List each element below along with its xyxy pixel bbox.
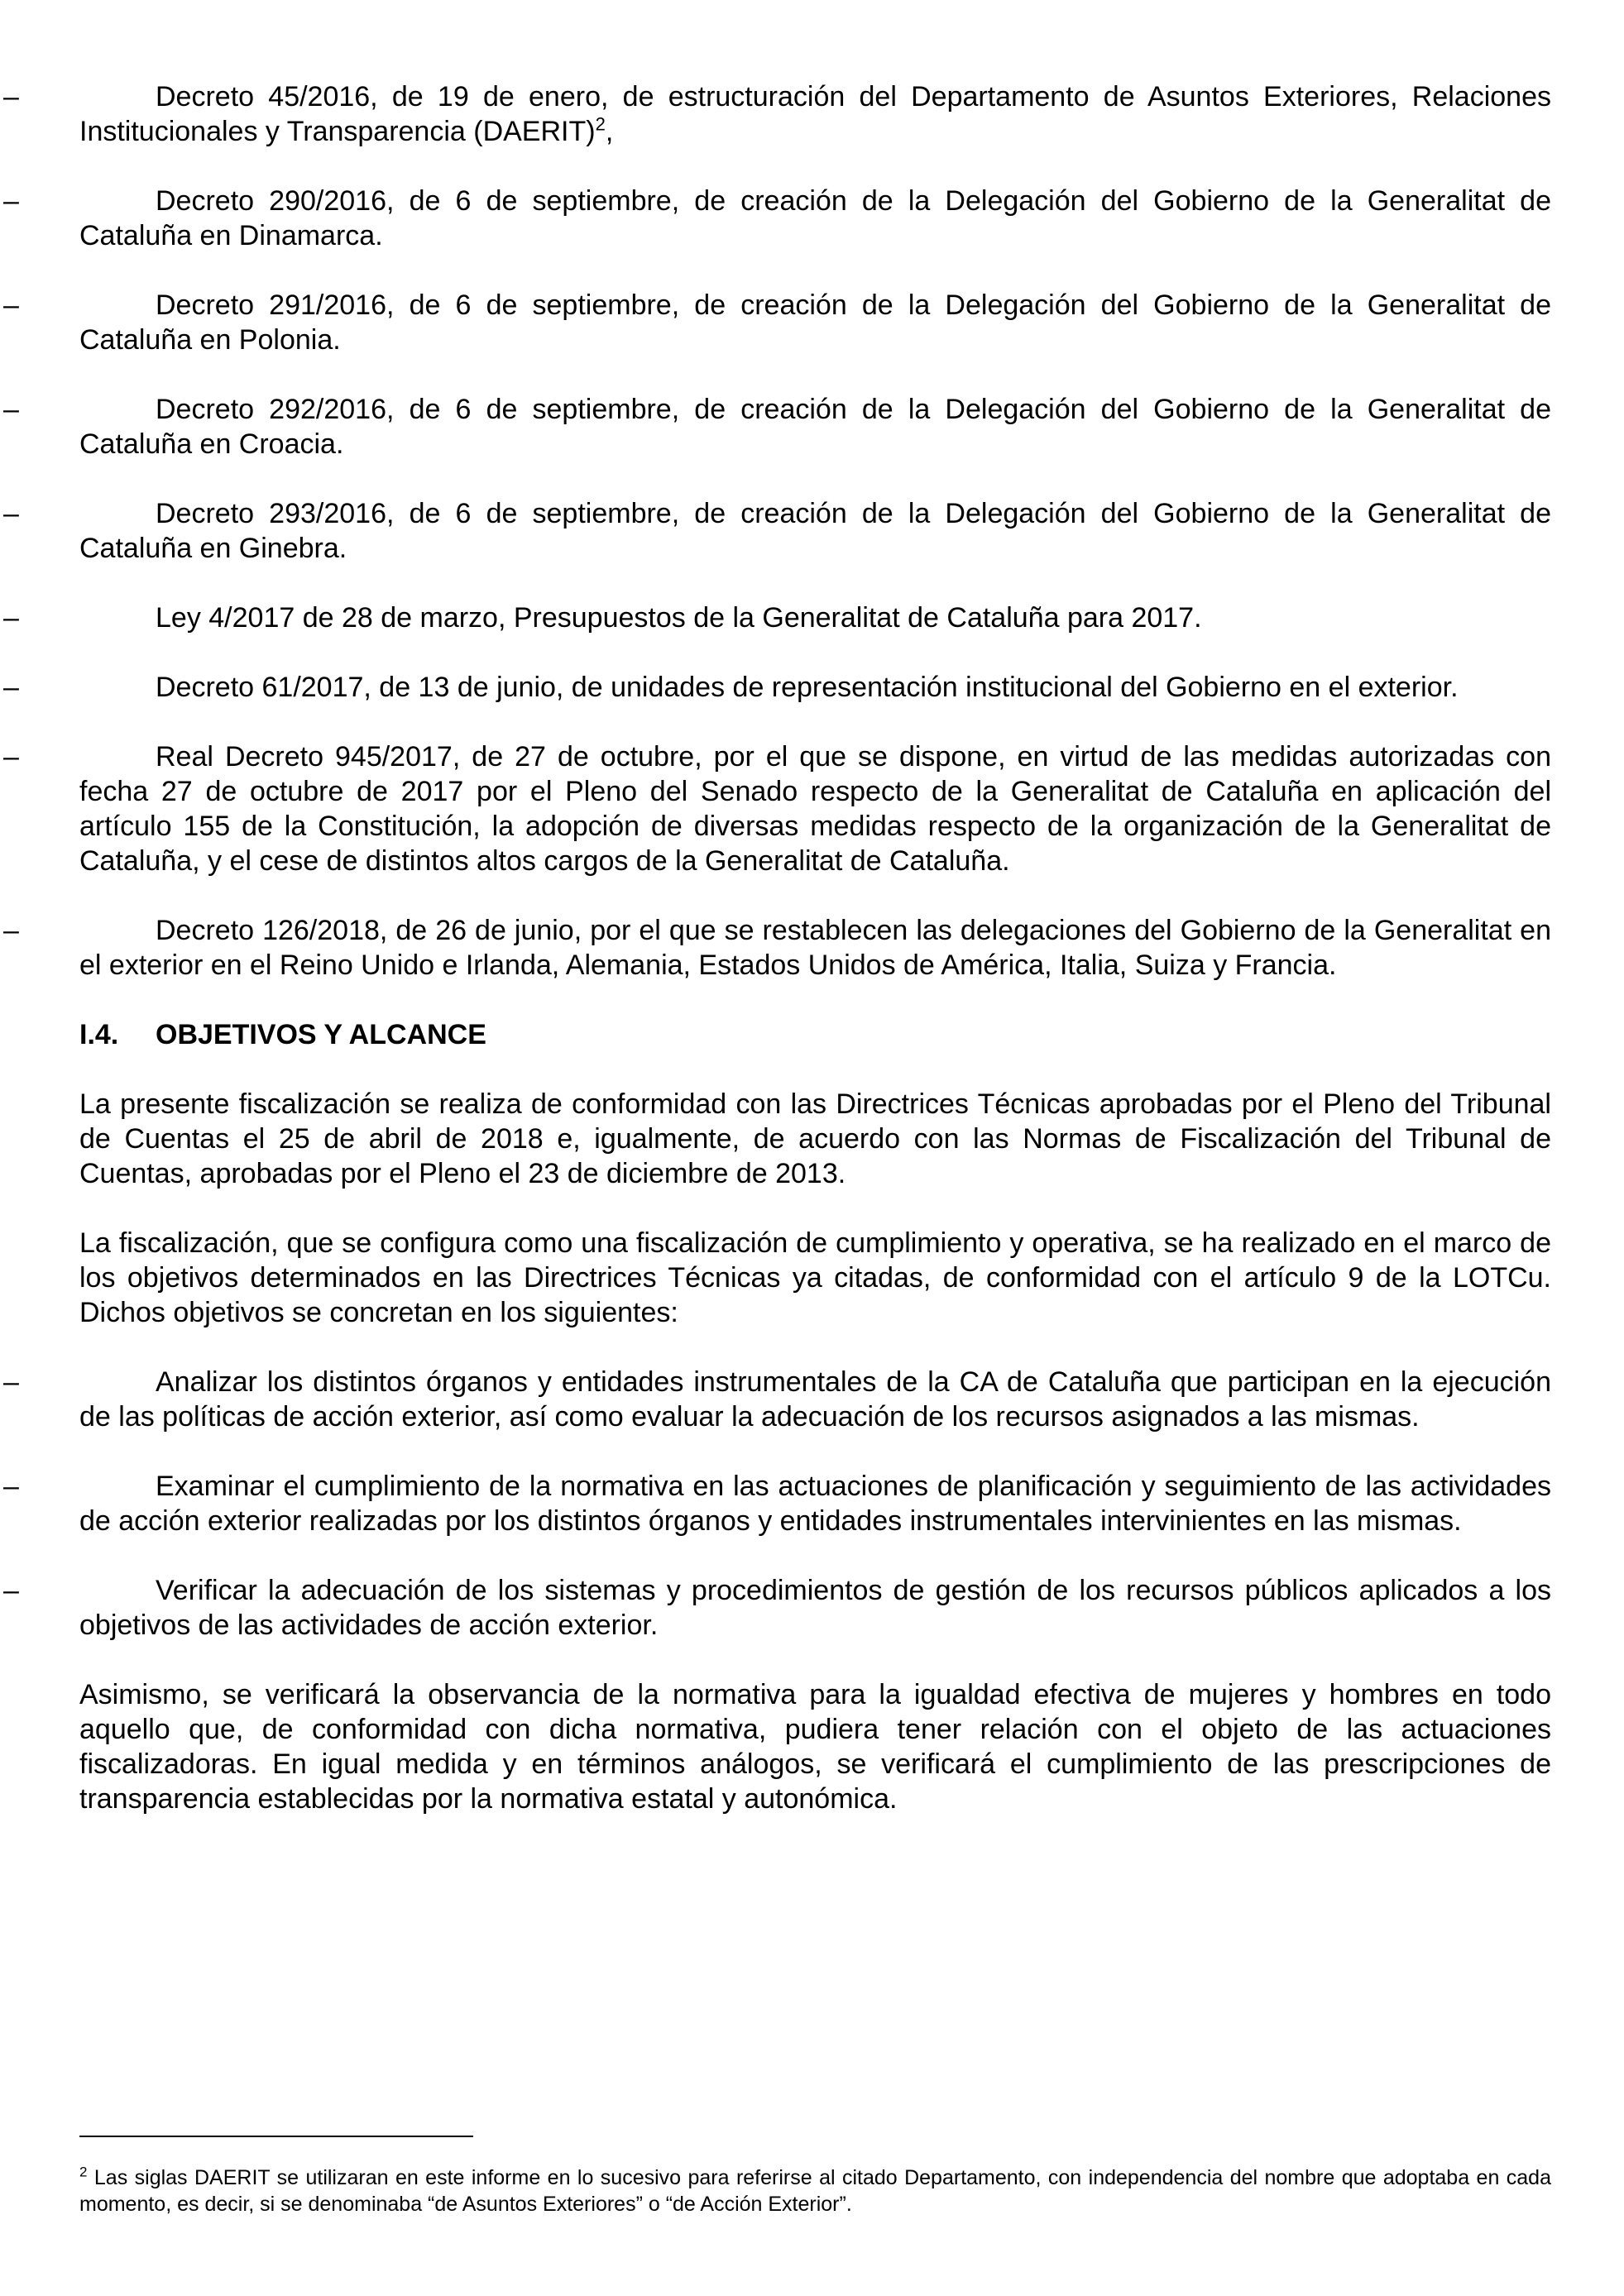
section-title: OBJETIVOS Y ALCANCE	[156, 1019, 486, 1050]
list-item-text: Examinar el cumplimiento de la normativa en las actuaciones de planificación y seguimiento de las actividades de acción exterior realizadas por los distintos órganos y entidades instrumentales intervinientes en las mismas.	[79, 1471, 1551, 1537]
section-heading	[79, 1017, 1551, 1052]
list-item	[3, 392, 1551, 462]
footnote-text: Las siglas DAERIT se utilizaran en este informe en lo sucesivo para referirse al citado Departamento, con independencia del nombre que adoptaba en cada momento, es decir, si se denominaba “de Asuntos Exteriores” o “de Acción Exterior”.	[79, 2166, 1551, 2216]
document-body	[3, 79, 1551, 1851]
list-item	[3, 739, 1551, 878]
list-item	[3, 288, 1551, 357]
list-dash: –	[3, 498, 19, 529]
paragraph: La fiscalización, que se configura como una fiscalización de cumplimiento y operativa, se ha realizado en el marco de los objetivos determinados en las Directrices Técnicas ya citadas, de conformidad con el artículo 9 de la LOTCu. Dichos objetivos se concretan en los siguientes:	[79, 1227, 1551, 1328]
list-item-text: Decreto 293/2016, de 6 de septiembre, de creación de la Delegación del Gobierno de la Generalitat de Cataluña en Ginebra.	[79, 498, 1551, 564]
section-number: I.4.	[79, 1019, 119, 1050]
list-item	[3, 913, 1551, 983]
list-item-text: Real Decreto 945/2017, de 27 de octubre, por el que se dispone, en virtud de las medidas autorizadas con fecha 27 de octubre de 2017 por el Pleno del Senado respecto de la Generalitat de Cataluña en aplicación del artículo 155 de la Constitución, la adopción de diversas medidas respecto de la organización de la Generalitat de Cataluña, y el cese de distintos altos cargos de la Generalitat de Cataluña.	[79, 741, 1551, 877]
legislation-list	[3, 79, 1551, 983]
list-item-text: Ley 4/2017 de 28 de marzo, Presupuestos de la Generalitat de Cataluña para 2017.	[156, 602, 1202, 634]
list-item	[3, 79, 1551, 149]
list-item	[3, 670, 1551, 705]
list-item-text: Decreto 126/2018, de 26 de junio, por el que se restablecen las delegaciones del Gobierno de la Generalitat en el exterior en el Reino Unido e Irlanda, Alemania, Estados Unidos de América, Italia, Suiza y Francia.	[79, 915, 1551, 981]
list-item-text: Decreto 291/2016, de 6 de septiembre, de creación de la Delegación del Gobierno de la Generalitat de Cataluña en Polonia.	[79, 289, 1551, 356]
list-item-text: Analizar los distintos órganos y entidades instrumentales de la CA de Cataluña que participan en la ejecución de las políticas de acción exterior, así como evaluar la adecuación de los recursos asignados a las mismas.	[79, 1366, 1551, 1433]
list-item	[3, 184, 1551, 253]
list-item	[3, 496, 1551, 566]
footnote-marker: 2	[79, 2164, 88, 2180]
list-dash: –	[3, 672, 19, 703]
list-dash: –	[3, 81, 19, 112]
list-dash: –	[3, 289, 19, 321]
list-item-tail: ,	[605, 116, 614, 147]
footnote-reference: 2	[595, 113, 606, 135]
list-dash: –	[3, 1575, 19, 1606]
list-item-text: Decreto 45/2016, de 19 de enero, de estructuración del Departamento de Asuntos Exteriores, Relaciones Institucionales y Transparencia (DAERIT)	[79, 81, 1551, 147]
list-item	[3, 1573, 1551, 1643]
list-item-text: Verificar la adecuación de los sistemas y procedimientos de gestión de los recursos públicos aplicados a los objetivos de las actividades de acción exterior.	[79, 1575, 1551, 1641]
list-dash: –	[3, 1366, 19, 1398]
list-dash: –	[3, 185, 19, 217]
list-item	[3, 1365, 1551, 1434]
closing-paragraph: Asimismo, se verificará la observancia de la normativa para la igualdad efectiva de mujeres y hombres en todo aquello que, de conformidad con dicha normativa, pudiera tener relación con el objeto de las actuaciones fiscalizadoras. En igual medida y en términos análogos, se verificará el cumplimiento de las prescripciones de transparencia establecidas por la normativa estatal y autonómica.	[79, 1679, 1551, 1815]
list-dash: –	[3, 394, 19, 425]
list-dash: –	[3, 741, 19, 773]
list-item-text: Decreto 61/2017, de 13 de junio, de unidades de representación institucional del Gobierno en el exterior.	[156, 672, 1459, 703]
objectives-list	[3, 1365, 1551, 1643]
footnote	[79, 2164, 1551, 2217]
list-item-text: Decreto 292/2016, de 6 de septiembre, de creación de la Delegación del Gobierno de la Generalitat de Cataluña en Croacia.	[79, 394, 1551, 460]
list-item-text: Decreto 290/2016, de 6 de septiembre, de creación de la Delegación del Gobierno de la Generalitat de Cataluña en Dinamarca.	[79, 185, 1551, 251]
list-item	[3, 1469, 1551, 1538]
list-dash: –	[3, 1471, 19, 1502]
paragraph: La presente fiscalización se realiza de conformidad con las Directrices Técnicas aprobadas por el Pleno del Tribunal de Cuentas el 25 de abril de 2018 e, igualmente, de acuerdo con las Normas de Fiscalización del Tribunal de Cuentas, aprobadas por el Pleno el 23 de diciembre de 2013.	[79, 1088, 1551, 1189]
footnote-separator	[79, 2136, 473, 2137]
list-item	[3, 600, 1551, 635]
list-dash: –	[3, 602, 19, 634]
list-dash: –	[3, 915, 19, 946]
